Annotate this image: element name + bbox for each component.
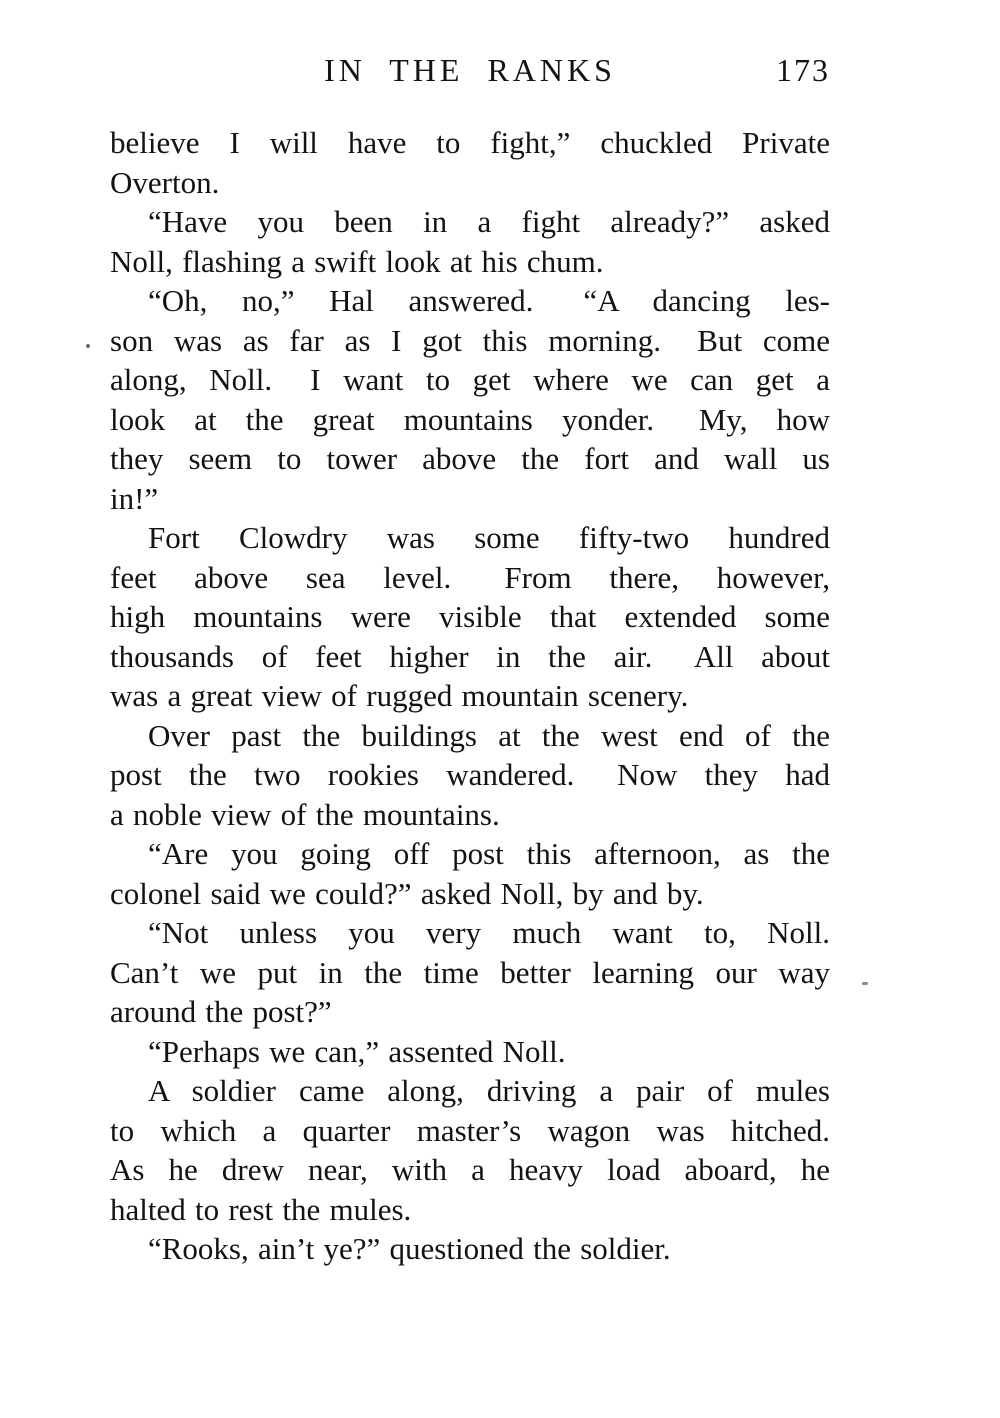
- page-number: 173: [776, 52, 830, 88]
- text-line: Noll, flashing a swift look at his chum.: [110, 243, 604, 279]
- page-header: [110, 48, 830, 92]
- text-line: around the post?”: [110, 994, 332, 1029]
- text-line: Fort Clowdry was some fifty-two hundred: [148, 520, 830, 555]
- text-line: “Perhaps we can,” assented Noll.: [148, 1033, 566, 1069]
- page-body-text: [110, 123, 830, 1269]
- scan-artifact-dot: [86, 344, 90, 348]
- text-line: high mountains were visible that extended some: [110, 599, 830, 634]
- text-line: feet above sea level. From there, however,: [110, 559, 830, 595]
- text-line: they seem to tower above the fort and wall us: [110, 441, 830, 476]
- text-line: post the two rookies wandered. Now they had: [110, 757, 830, 792]
- text-line: Can’t we put in the time better learning our way: [110, 954, 830, 990]
- text-line: believe I will have to fight,” chuckled Private: [110, 125, 830, 160]
- text-line: halted to rest the mules.: [110, 1191, 412, 1227]
- text-line: a noble view of the mountains.: [110, 796, 500, 832]
- text-line: Over past the buildings at the west end of the: [148, 717, 830, 753]
- text-line: “Have you been in a fight already?” asked: [148, 204, 830, 239]
- running-title: IN THE RANKS: [324, 52, 616, 88]
- text-line: Overton.: [110, 164, 220, 200]
- text-line: was a great view of rugged mountain scenery.: [110, 678, 689, 713]
- text-line: in!”: [110, 480, 159, 516]
- text-line: colonel said we could?” asked Noll, by and by.: [110, 875, 704, 911]
- text-line: “Are you going off post this afternoon, as the: [148, 836, 830, 871]
- text-line: “Rooks, ain’t ye?” questioned the soldier.: [148, 1231, 671, 1266]
- text-line: thousands of feet higher in the air. All about: [110, 638, 830, 674]
- text-line: “Not unless you very much want to, Noll.: [148, 915, 830, 950]
- text-line: along, Noll. I want to get where we can get a: [110, 362, 830, 397]
- scan-artifact-dash: [862, 982, 868, 985]
- text-line: to which a quarter master’s wagon was hitched.: [110, 1112, 830, 1148]
- text-line: A soldier came along, driving a pair of mules: [148, 1073, 830, 1108]
- text-line: son was as far as I got this morning. But come: [110, 322, 830, 358]
- text-line: look at the great mountains yonder. My, how: [110, 401, 830, 437]
- text-line: “Oh, no,” Hal answered. “A dancing les-: [148, 283, 830, 318]
- text-line: As he drew near, with a heavy load aboard, he: [110, 1152, 830, 1187]
